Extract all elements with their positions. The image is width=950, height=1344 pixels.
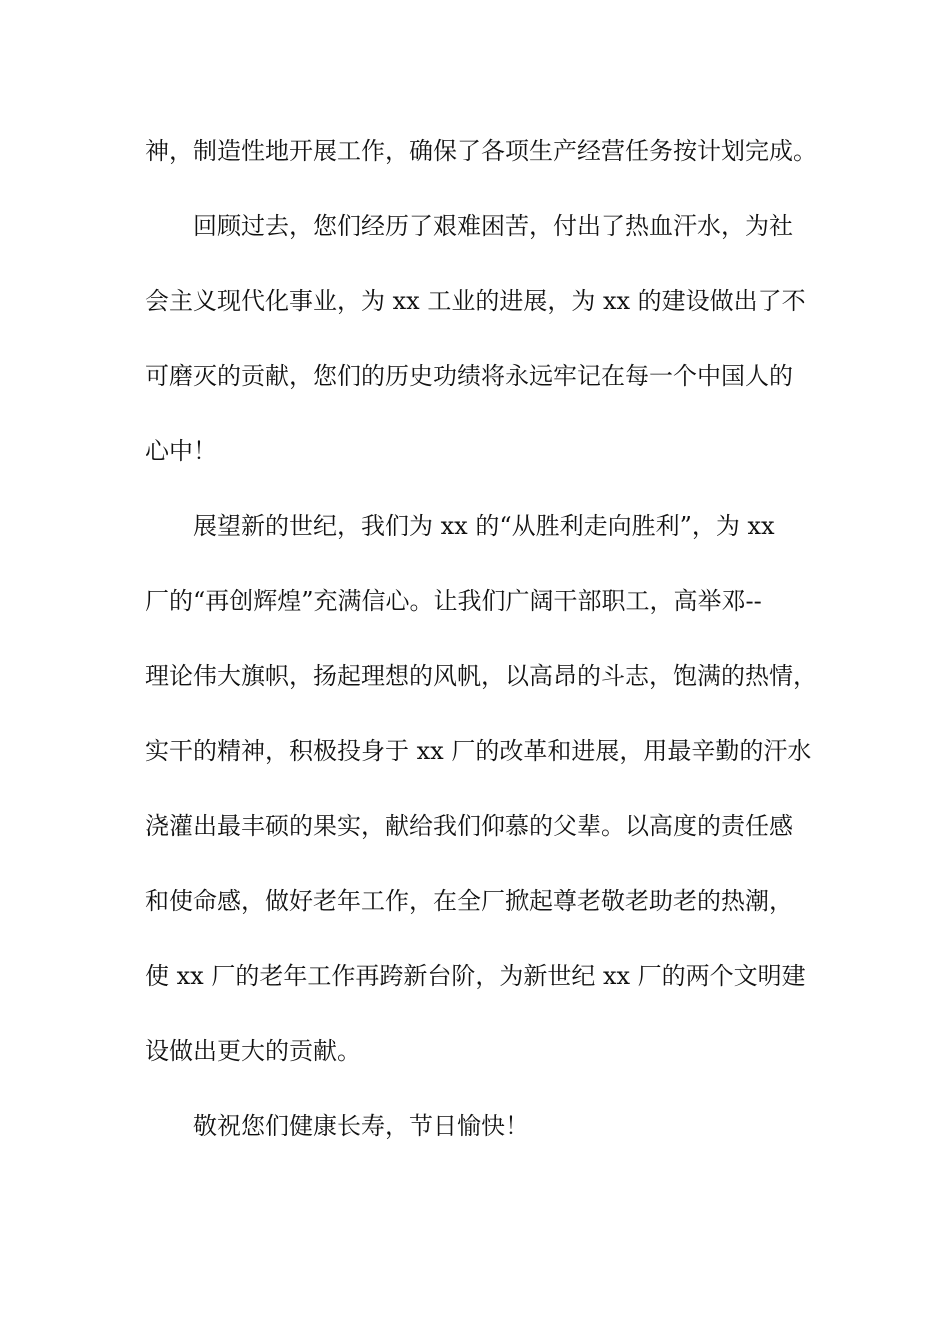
text-line: 神，制造性地开展工作，确保了各项生产经营任务按计划完成。 bbox=[145, 137, 817, 165]
text-line: 设做出更大的贡献。 bbox=[145, 1037, 361, 1065]
paragraph-first-line: 敬祝您们健康长寿，节日愉快！ bbox=[193, 1112, 529, 1140]
text-line: 和使命感，做好老年工作，在全厂掀起尊老敬老助老的热潮， bbox=[145, 887, 793, 915]
text-line: 心中！ bbox=[145, 437, 217, 465]
text-line: 厂的“再创辉煌”充满信心。让我们广阔干部职工，高举邓-- bbox=[145, 587, 762, 615]
paragraph-first-line: 回顾过去，您们经历了艰难困苦，付出了热血汗水，为社 bbox=[193, 212, 793, 240]
text-line: 会主义现代化事业，为 xx 工业的进展，为 xx 的建设做出了不 bbox=[145, 287, 806, 315]
text-line: 可磨灭的贡献，您们的历史功绩将永远牢记在每一个中国人的 bbox=[145, 362, 793, 390]
text-line: 理论伟大旗帜，扬起理想的风帆，以高昂的斗志，饱满的热情， bbox=[145, 662, 817, 690]
text-line: 浇灌出最丰硕的果实，献给我们仰慕的父辈。以高度的责任感 bbox=[145, 812, 793, 840]
paragraph-first-line: 展望新的世纪，我们为 xx 的“从胜利走向胜利”，为 xx bbox=[193, 512, 775, 540]
text-line: 实干的精神，积极投身于 xx 厂的改革和进展，用最辛勤的汗水 bbox=[145, 737, 812, 765]
text-line: 使 xx 厂的老年工作再跨新台阶，为新世纪 xx 厂的两个文明建 bbox=[145, 962, 806, 990]
